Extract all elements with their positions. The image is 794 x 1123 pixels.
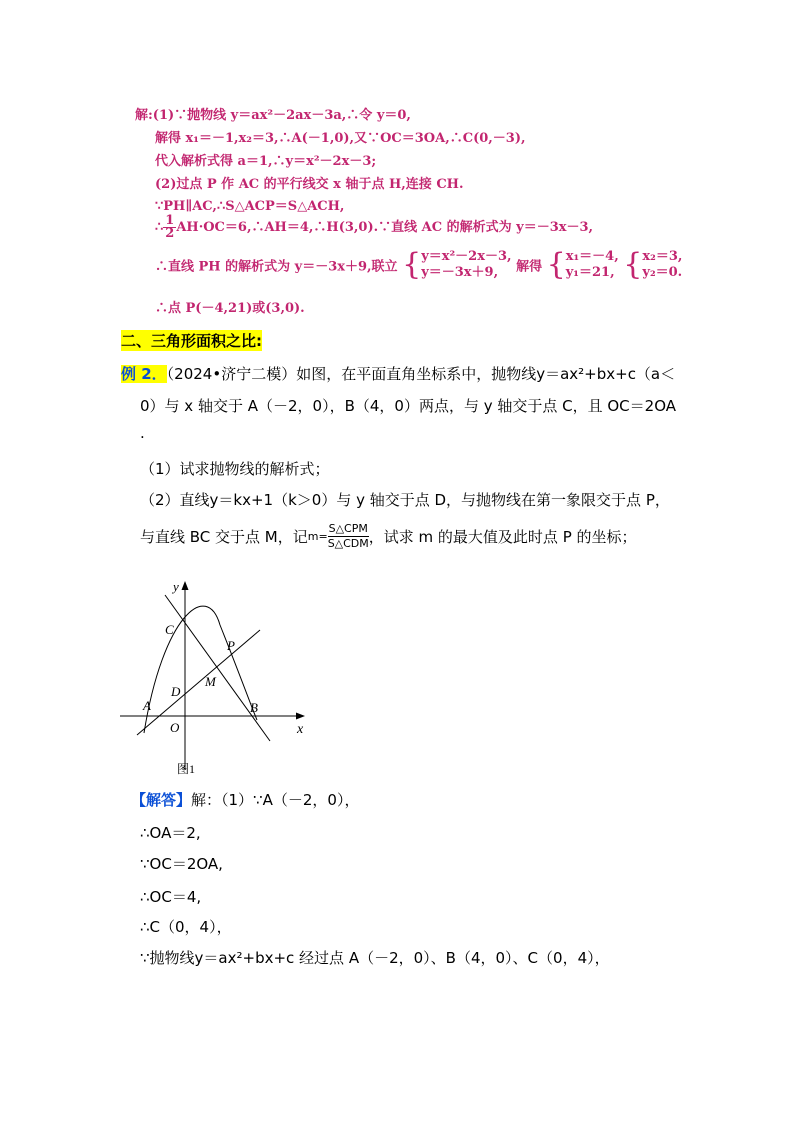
label-o: O [170, 720, 180, 735]
question-1: （1）试求抛物线的解析式； [140, 460, 330, 478]
y-axis-arrow [182, 581, 189, 590]
label-d: D [171, 684, 181, 699]
x-axis-arrow [296, 713, 305, 720]
section-heading: 二、三角形面积之比: [121, 332, 262, 350]
area-ratio-fraction: S△CPM S△CDM [327, 522, 369, 550]
solution-line-8: ∴点 P(－4,21)或(3,0). [155, 301, 305, 316]
solution-line-2: 解得 x₁＝－1,x₂＝3,∴A(－1,0),又∵OC＝3OA,∴C(0,－3), [155, 131, 526, 146]
label-x: x [297, 722, 304, 737]
example-line-1: 例 2．（2024•济宁二模）如图，在平面直角坐标系中，抛物线y＝ax²+bx+c（a＜ [121, 365, 676, 383]
figure-caption: 图1 [177, 762, 196, 776]
question-2: （2）直线y＝kx+1（k＞0）与 y 轴交于点 D，与抛物线在第一象限交于点 P， [140, 491, 670, 509]
answer-line-3: ∵OC＝2OA, [140, 855, 223, 873]
solution-line-5: ∵PH∥AC,∴S△ACP＝S△ACH, [155, 199, 345, 214]
answer-line-6: ∵抛物线y＝ax²+bx+c 经过点 A（－2，0）、B（4，0）、C（0，4）， [140, 949, 610, 967]
solution-line-1: 解:(1)∵抛物线 y＝ax²－2ax－3a,∴令 y＝0, [135, 108, 411, 123]
solution-line-7: ∴直线 PH 的解析式为 y＝－3x＋9,联立 { y＝x²－2x－3, y＝－3x＋9, 解得 { x₁＝－4, y₁＝21, { x₂＝3, y₂＝0. [155, 247, 683, 282]
line-dp [137, 630, 260, 735]
answer-line-5: ∴C（0，4）， [140, 918, 232, 936]
question-3: 与直线 BC 交于点 M，记m= S△CPM S△CDM ，试求 m 的最大值及此时点 P 的坐标； [140, 522, 637, 550]
fraction-half: $\frac{1}{2}$ [165, 213, 175, 241]
label-b: B [250, 700, 258, 715]
label-y: y [173, 579, 179, 594]
label-c: C [165, 622, 174, 637]
solution-line-6: ∴ $\frac{1}{2}$ AH·OC＝6,∴AH＝4,∴H(3,0).∵直线 AC 的解析式为 y＝－3x－3, [155, 213, 594, 241]
answer-line-2: ∴OA＝2, [140, 824, 201, 842]
label-m: M [205, 674, 216, 689]
answer-line-1: 【解答】解：（1）∵A（－2，0）， [131, 791, 360, 809]
example-line-2: 0）与 x 轴交于 A（－2，0），B（4，0）两点，与 y 轴交于点 C，且 OC＝2OA [140, 397, 677, 415]
example-line-3: . [140, 424, 145, 442]
equation-system: { y＝x²－2x－3, y＝－3x＋9, [402, 247, 512, 282]
geometry-figure [115, 575, 315, 780]
solution-system-2: { x₂＝3, y₂＝0. [623, 247, 683, 282]
solution-line-4: (2)过点 P 作 AC 的平行线交 x 轴于点 H,连接 CH. [155, 177, 464, 192]
solution-system-1: { x₁＝－4, y₁＝21, [546, 247, 619, 282]
answer-tag: 【解答】 [131, 791, 192, 809]
example-label: 例 2． [121, 365, 167, 383]
solution-line-3: 代入解析式得 a＝1,∴y＝x²－2x－3; [155, 154, 377, 169]
label-p: P [227, 638, 235, 653]
answer-line-4: ∴OC＝4, [140, 888, 202, 906]
label-a: A [143, 698, 151, 713]
